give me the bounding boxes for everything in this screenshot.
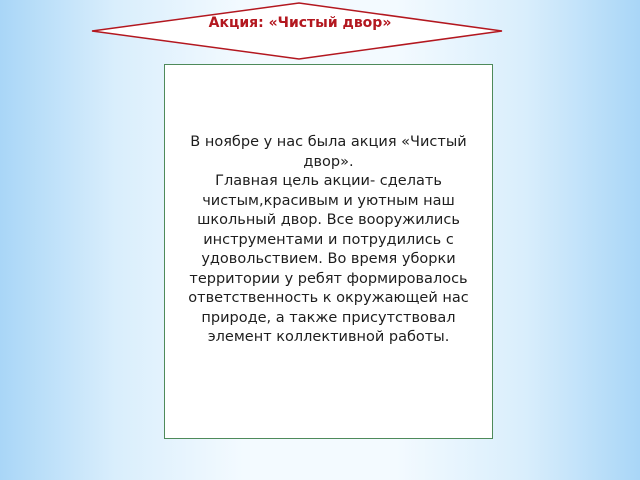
card-text: В ноябре у нас была акция «Чистый двор». Главная цель акции- сделать чистым,красивым и уютным наш школьный двор. Все вооружились инструментами и потрудились с удовольствием. Во время уборки территории у ребят формировалось ответственность к окружающей нас природе, а также присутствовал элемент коллективной работы. <box>188 134 469 346</box>
banner-title: Акция: «Чистый двор» <box>208 15 392 31</box>
title-banner <box>0 0 640 70</box>
banner-diamond-shape <box>0 0 640 70</box>
content-card <box>164 64 493 439</box>
